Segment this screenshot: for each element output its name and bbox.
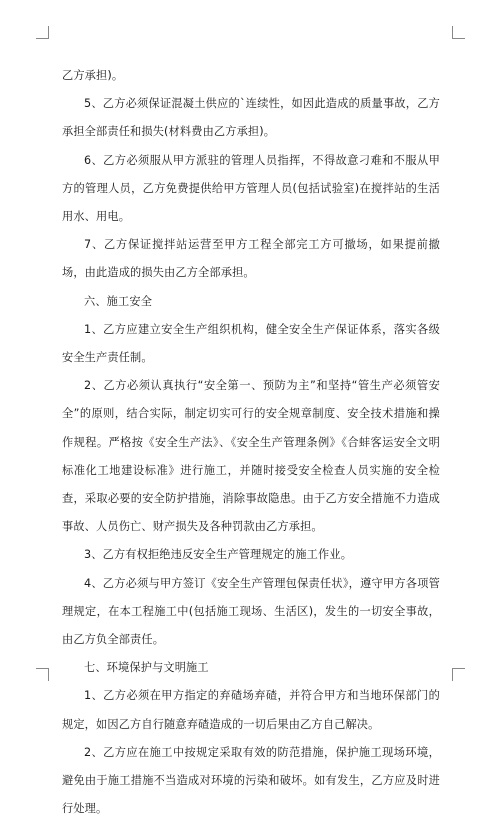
crop-mark-top-right: [452, 26, 465, 39]
section-heading-environment: 七、环境保护与文明施工: [84, 661, 209, 675]
crop-mark-bottom-left: [36, 668, 49, 681]
safety-clause-2: 2、乙方必须认真执行“安全第一、预防为主”和坚持“管生产必须管安全”的原则，结合实际，制定切实可行的安全规章制度、安全技术措施和操作规程。严格按《安全生产法》、《安全生产管理条例》《合蚌客运安全文明标准化工地建设标准》进行施工，并随时接受安全检查人员实施的安全检查，采取必要的安全防护措施，消除事故隐患。由于乙方安全措施不力造成事故、人员伤亡、财产损失及各种罚款由乙方承担。: [62, 379, 440, 534]
document-body: [62, 62, 440, 823]
environment-clause-2: 2、乙方应在施工中按规定采取有效的防范措施，保护施工现场环境，避免由于施工措施不当造成对环境的污染和破坏。如有发生，乙方应及时进行处理。: [62, 745, 440, 816]
paragraph-continuation: 乙方承担)。: [62, 69, 124, 82]
safety-clause-3: 3、乙方有权拒绝违反安全生产管理规定的施工作业。: [84, 548, 353, 562]
environment-clause-1: 1、乙方必须在甲方指定的弃碴场弃碴，并符合甲方和当地环保部门的规定，如因乙方自行随意弃碴造成的一切后果由乙方自己解决。: [62, 689, 440, 731]
section-heading-safety: 六、施工安全: [84, 294, 153, 308]
crop-mark-top-left: [36, 26, 49, 39]
safety-clause-1: 1、乙方应建立安全生产组织机构，健全安全生产保证体系，落实各级安全生产责任制。: [62, 322, 440, 365]
clause-5-concrete-continuity: 5、乙方必须保证混凝土供应的`连续性，如因此造成的质量事故，乙方承担全部责任和损失(材料费由乙方承担)。: [62, 97, 440, 139]
crop-mark-bottom-right: [452, 668, 465, 681]
clause-7-station-operation: 7、乙方保证搅拌站运营至甲方工程全部完工方可撤场，如果提前撤场，由此造成的损失由乙方全部承担。: [62, 238, 440, 280]
clause-6-obey-management: 6、乙方必须服从甲方派驻的管理人员指挥，不得故意刁难和不服从甲方的管理人员，乙方免费提供给甲方管理人员(包括试验室)在搅拌站的生活用水、用电。: [62, 153, 440, 224]
safety-clause-4: 4、乙方必须与甲方签订《安全生产管理包保责任状》，遵守甲方各项管理规定，在本工程施工中(包括施工现场、生活区)，发生的一切安全事故，由乙方负全部责任。: [62, 576, 440, 647]
